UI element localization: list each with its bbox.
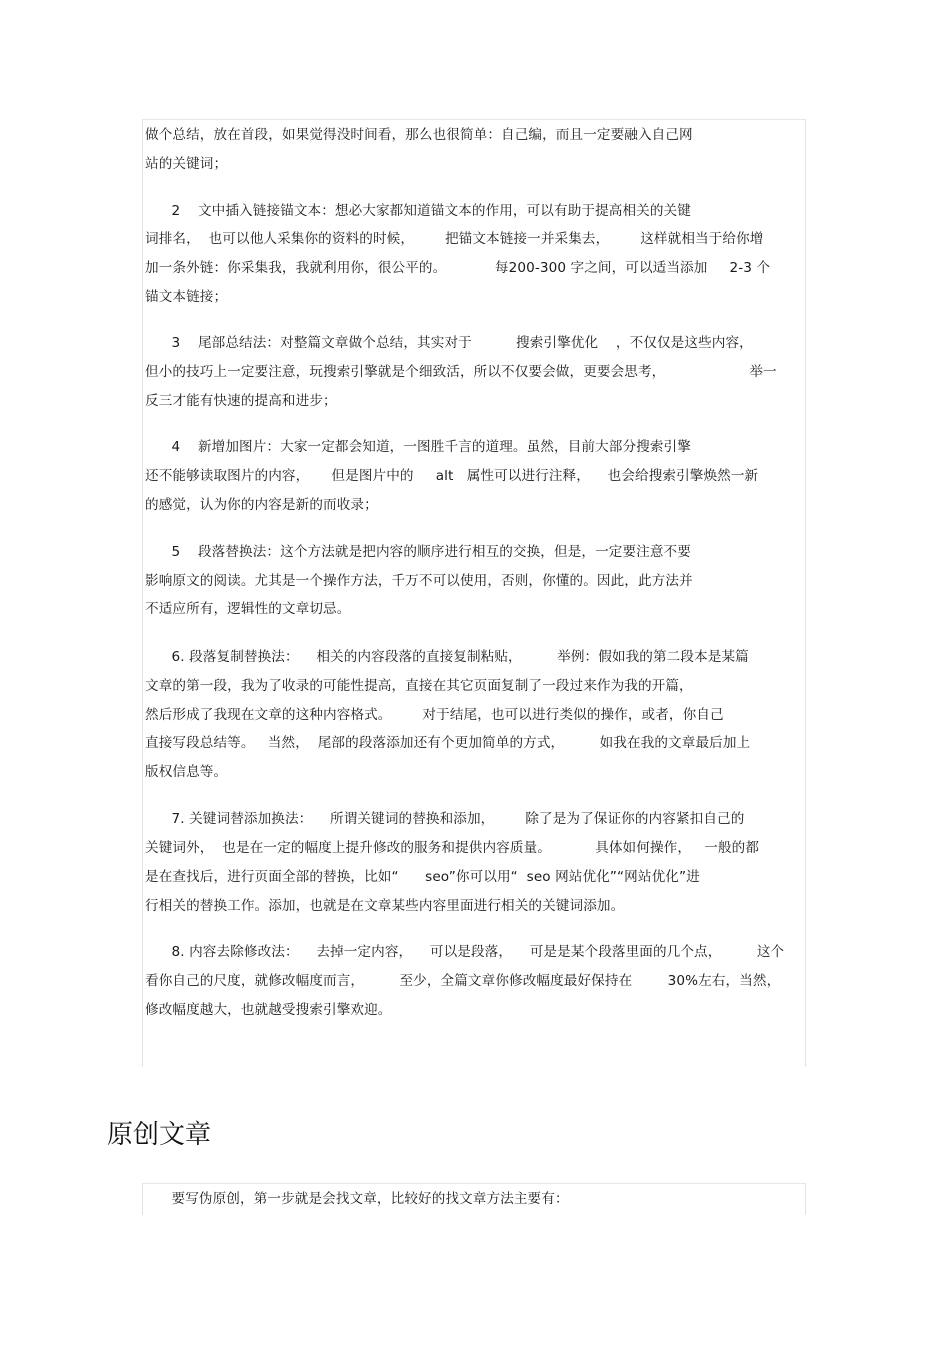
- text-line: 关键词外， 也是在一定的幅度上提升修改的服务和提供内容质量。 具体如何操作， 一般的都: [145, 840, 760, 856]
- text-line: 看你自己的尺度，就修改幅度而言， 至少，全篇文章你修改幅度最好保持在 30%左右，当然，: [145, 973, 781, 989]
- text-line: 是在查找后，进行页面全部的替换，比如“ seo”你可以用“ seo 网站优化”“网站优化”进: [145, 869, 700, 885]
- text-line: 2 文中插入链接锚文本：想必大家都知道锚文本的作用，可以有助于提高相关的关键: [145, 203, 691, 219]
- text-line: 直接写段总结等。 当然， 尾部的段落添加还有个更加简单的方式， 如我在我的文章最后加上: [145, 735, 751, 751]
- text-line: 影响原文的阅读。尤其是一个操作方法，千万不可以使用，否则，你懂的。因此，此方法并: [145, 573, 693, 589]
- text-line: 8. 内容去除修改法： 去掉一定内容， 可以是段落， 可是是某个段落里面的几个点， 这个: [145, 944, 785, 960]
- text-line: 要写伪原创，第一步就是会找文章，比较好的找文章方法主要有：: [145, 1191, 569, 1207]
- text-line: 不适应所有，逻辑性的文章切忌。: [145, 601, 351, 617]
- text-line: 版权信息等。: [145, 764, 228, 780]
- text-line: 的感觉，认为你的内容是新的而收录；: [145, 497, 378, 513]
- text-line: 修改幅度越大，也就越受搜索引擎欢迎。: [145, 1002, 392, 1018]
- text-line: 反三才能有快速的提高和进步；: [145, 393, 337, 409]
- text-line: 但小的技巧上一定要注意，玩搜索引擎就是个细致活，所以不仅要会做，更要会思考， 举一: [145, 364, 777, 380]
- text-line: 5 段落替换法：这个方法就是把内容的顺序进行相互的交换，但是，一定要注意不要: [145, 544, 691, 560]
- text-line: 然后形成了我现在文章的这种内容格式。 对于结尾，也可以进行类似的操作，或者，你自己: [145, 707, 724, 723]
- text-line: 锚文本链接；: [145, 289, 228, 305]
- text-line: 7. 关键词替添加换法： 所谓关键词的替换和添加， 除了是为了保证你的内容紧扣自己的: [145, 811, 745, 827]
- text-line: 站的关键词；: [145, 156, 228, 172]
- text-line: 做个总结，放在首段，如果觉得没时间看，那么也很简单：自己编，而且一定要融入自己网: [145, 127, 693, 143]
- text-line: 词排名， 也可以他人采集你的资料的时候， 把锚文本链接一并采集去， 这样就相当于给你增: [145, 231, 764, 247]
- text-line: 4 新增加图片：大家一定都会知道，一图胜千言的道理。虽然，目前大部分搜索引擎: [145, 439, 691, 455]
- text-line: 加一条外链：你采集我，我就利用你，很公平的。 每200-300 字之间，可以适当添加 2-3 个: [145, 260, 771, 276]
- text-box-seo-tips: [142, 119, 806, 1067]
- text-line: 文章的第一段，我为了收录的可能性提高，直接在其它页面复制了一段过来作为我的开篇，: [145, 678, 693, 694]
- text-line: 6. 段落复制替换法： 相关的内容段落的直接复制粘贴， 举例：假如我的第二段本是某篇: [145, 649, 749, 665]
- section-title: 原创文章: [107, 1120, 212, 1150]
- text-line: 3 尾部总结法：对整篇文章做个总结，其实对于 搜索引擎优化 ，不仅仅是这些内容，: [145, 335, 753, 351]
- text-line: 还不能够读取图片的内容， 但是图片中的 alt 属性可以进行注释， 也会给搜索引擎焕然一新: [145, 468, 759, 484]
- text-line: 行相关的替换工作。添加，也就是在文章某些内容里面进行相关的关键词添加。: [145, 898, 625, 914]
- text-box-original-article: [142, 1183, 806, 1215]
